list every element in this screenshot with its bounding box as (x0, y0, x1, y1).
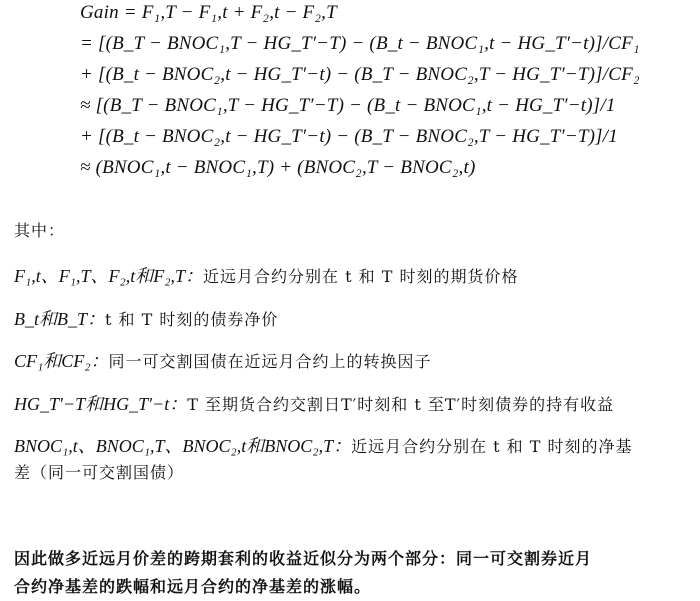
definition-text: 同一可交割国债在近远月合约上的转换因子 (108, 352, 432, 371)
definition-net-basis-continued (14, 460, 184, 483)
definition-symbols: BNOC₁,t、BNOC₁,T、BNOC₂,t和BNOC₂,T： (14, 436, 352, 456)
definition-text: 近远月合约分别在 t 和 T 时刻的期货价格 (203, 267, 519, 286)
equation-line-6: ≈ (BNOC₁,t − BNOC₁,T) + (BNOC₂,T − BNOC₂,t) (80, 157, 476, 178)
equation-line-5: + [(B_t − BNOC₂,t − HG_T′−t) − (B_T − BNOC₂,T − HG_T′−T)]/1 (80, 126, 618, 147)
definition-symbols: F₁,t、F₁,T、F₂,t和F₂,T： (14, 266, 204, 286)
definition-futures-prices (14, 262, 519, 288)
definition-bond-prices (14, 305, 278, 331)
definition-text-continued: 差（同一可交割国债） (14, 463, 185, 482)
definition-symbols: B_t和B_T： (14, 309, 106, 329)
definition-carry-gain (14, 390, 614, 416)
conclusion-line-2: 合约净基差的跌幅和远月合约的净基差的涨幅。 (14, 577, 372, 596)
conclusion-line-1: 因此做多近远月价差的跨期套利的收益近似分为两个部分：同一可交割券近月 (14, 549, 593, 568)
equation-line-4: ≈ [(B_T − BNOC₁,T − HG_T′−T) − (B_t − BNOC₁,t − HG_T′−t)]/1 (80, 95, 616, 116)
definition-text: T 至期货合约交割日T′时刻和 t 至T′时刻债券的持有收益 (187, 395, 615, 414)
where-label: 其中： (14, 221, 66, 240)
equation-line-1: Gain = F₁,T − F₁,t + F₂,t − F₂,T (80, 2, 337, 23)
definition-net-basis (14, 432, 633, 458)
definition-text: t 和 T 时刻的债券净价 (105, 310, 279, 329)
equation-line-3: + [(B_t − BNOC₂,t − HG_T′−t) − (B_T − BNOC₂,T − HG_T′−T)]/CF₂ (80, 64, 640, 85)
definition-conversion-factors (14, 347, 432, 373)
definition-text: 近远月合约分别在 t 和 T 时刻的净基 (351, 437, 633, 456)
definition-symbols: HG_T′−T和HG_T′−t： (14, 394, 188, 414)
definition-symbols: CF₁和CF₂： (14, 351, 109, 371)
equation-line-2: = [(B_T − BNOC₁,T − HG_T′−T) − (B_t − BNOC₁,t − HG_T′−t)]/CF₁ (80, 33, 640, 54)
